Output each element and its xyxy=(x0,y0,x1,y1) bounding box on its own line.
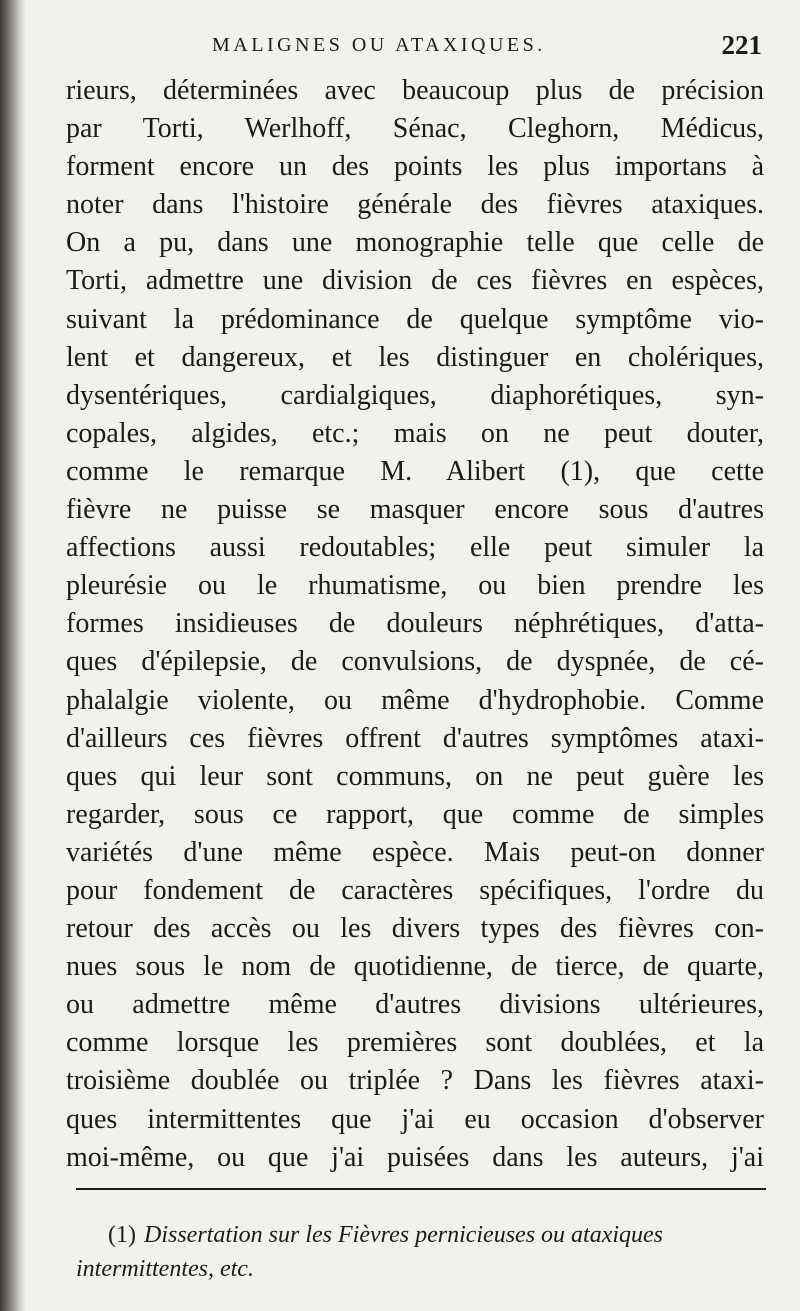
page-header xyxy=(212,30,772,64)
text-line: ques d'épilepsie, de convulsions, de dyspnée, de cé- xyxy=(66,646,764,678)
text-line: par Torti, Werlhoff, Sénac, Cleghorn, Médicus, xyxy=(66,113,764,145)
text-line: lent et dangereux, et les distinguer en cholériques, xyxy=(66,341,764,373)
body-text xyxy=(66,72,764,1177)
footnote-text: Dissertation sur les Fièvres pernicieuses ou ataxiques xyxy=(143,1222,664,1248)
text-line: ques qui leur sont communs, on ne peut guère les xyxy=(66,760,764,792)
text-line: phalalgie violente, ou même d'hydrophobie. Comme xyxy=(66,684,764,716)
text-line: moi-même, ou que j'ai puisées dans les auteurs, j'ai xyxy=(66,1141,764,1173)
text-line: dysentériques, cardialgiques, diaphorétiques, syn- xyxy=(66,379,764,411)
text-line: variétés d'une même espèce. Mais peut-on donner xyxy=(66,836,764,868)
text-line: ou admettre même d'autres divisions ultérieures, xyxy=(66,989,764,1021)
text-line: comme lorsque les premières sont doublées, et la xyxy=(66,1027,764,1059)
footnote-text-continued: intermittentes, etc. xyxy=(76,1256,254,1282)
text-line: fièvre ne puisse se masquer encore sous d'autres xyxy=(66,494,764,526)
text-line: forment encore un des points les plus importans à xyxy=(66,151,764,183)
text-line: copales, algides, etc.; mais on ne peut douter, xyxy=(66,417,764,449)
text-line: On a pu, dans une monographie telle que celle de xyxy=(66,227,764,259)
text-line: rieurs, déterminées avec beaucoup plus de précision xyxy=(66,75,764,106)
text-line: noter dans l'histoire générale des fièvres ataxiques. xyxy=(66,189,764,221)
binding-shadow xyxy=(0,0,26,1311)
text-line: affections aussi redoutables; elle peut simuler la xyxy=(66,532,764,564)
text-line: d'ailleurs ces fièvres offrent d'autres symptômes ataxi- xyxy=(66,722,764,754)
page-number: 221 xyxy=(721,30,762,60)
footnote xyxy=(76,1218,766,1286)
text-line: pleurésie ou le rhumatisme, ou bien prendre les xyxy=(66,570,764,602)
text-line: Torti, admettre une division de ces fièvres en espèces, xyxy=(66,265,764,297)
text-line: suivant la prédominance de quelque symptôme vio- xyxy=(66,303,764,335)
running-head: MALIGNES OU ATAXIQUES. xyxy=(212,34,546,56)
text-line: ques intermittentes que j'ai eu occasion d'observer xyxy=(66,1103,764,1135)
text-line: troisième doublée ou triplée ? Dans les fièvres ataxi- xyxy=(66,1065,764,1097)
text-line: nues sous le nom de quotidienne, de tierce, de quarte, xyxy=(66,951,764,983)
footnote-marker: (1) xyxy=(108,1222,136,1248)
footnote-rule xyxy=(76,1188,766,1190)
text-line: formes insidieuses de douleurs néphrétiques, d'atta- xyxy=(66,608,764,640)
text-line: regarder, sous ce rapport, que comme de simples xyxy=(66,798,764,830)
footnote-line xyxy=(76,1218,766,1252)
text-line: comme le remarque M. Alibert (1), que cette xyxy=(66,455,764,487)
text-line: pour fondement de caractères spécifiques, l'ordre du xyxy=(66,874,764,906)
text-line: retour des accès ou les divers types des fièvres con- xyxy=(66,913,764,945)
